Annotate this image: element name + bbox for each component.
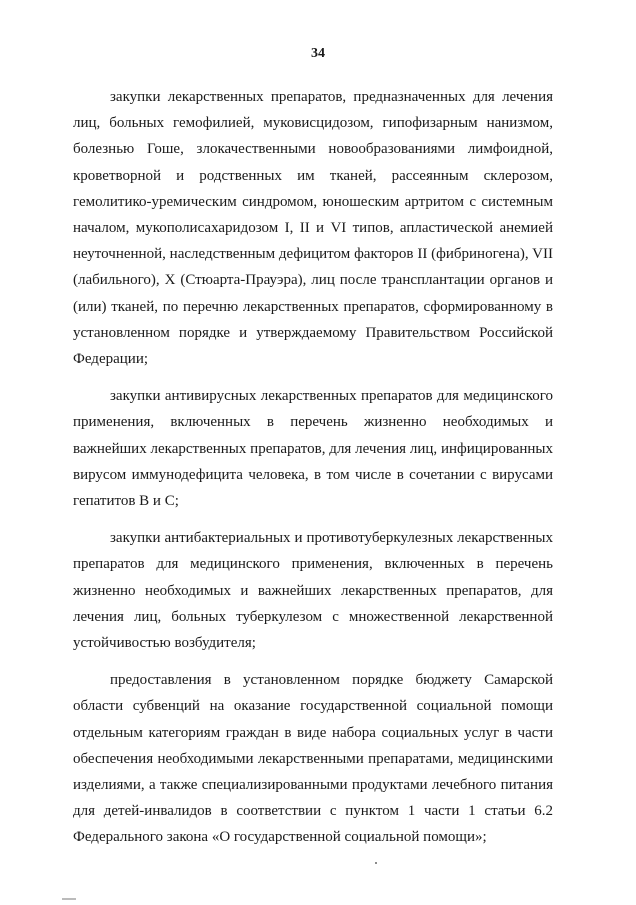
scan-artifact xyxy=(62,898,76,900)
paragraph-antibacterial-procurement: закупки антибактериальных и противотуберкулезных лекарственных препаратов для медицинского применения, включенных в перечень жизненно необходимых и важнейших лекарственных препаратов, для лечения лиц, больных туберкулезом с множественной лекарственной устойчивостью возбудителя; xyxy=(73,530,553,652)
document-body xyxy=(73,84,553,862)
scan-speck xyxy=(375,862,377,864)
paragraph-drug-procurement: закупки лекарственных препаратов, предназначенных для лечения лиц, больных гемофилией, муковисцидозом, гипофизарным нанизмом, болезнью Гоше, злокачественными новообразованиями лимфоидной, кроветворной и родственных им тканей, рассеянным склерозом, гемолитико-уремическим синдромом, юношеским артритом с системным началом, мукополисахаридозом I, II и VI типов, апластической анемией неуточненной, наследственным дефицитом факторов II (фибриногена), VII (лабильного), X (Стюарта-Прауэра), лиц после трансплантации органов и (или) тканей, по перечню лекарственных препаратов, сформированному в установленном порядке и утверждаемому Правительством Российской Федерации; xyxy=(73,89,553,368)
paragraph-antiviral-procurement: закупки антивирусных лекарственных препаратов для медицинского применения, включенных в перечень жизненно необходимых и важнейших лекарственных препаратов, для лечения лиц, инфицированных вирусом иммунодефицита человека, в том числе в сочетании с вирусами гепатитов В и С; xyxy=(73,388,553,510)
page-number: 34 xyxy=(311,46,325,61)
paragraph-subventions: предоставления в установленном порядке бюджету Самарской области субвенций на оказание государственной социальной помощи отдельным категориям граждан в виде набора социальных услуг в части обеспечения необходимыми лекарственными препаратами, медицинскими изделиями, а также специализированными продуктами лечебного питания для детей-инвалидов в соответствии с пунктом 1 части 1 статьи 6.2 Федерального закона «О государственной социальной помощи»; xyxy=(73,672,553,846)
